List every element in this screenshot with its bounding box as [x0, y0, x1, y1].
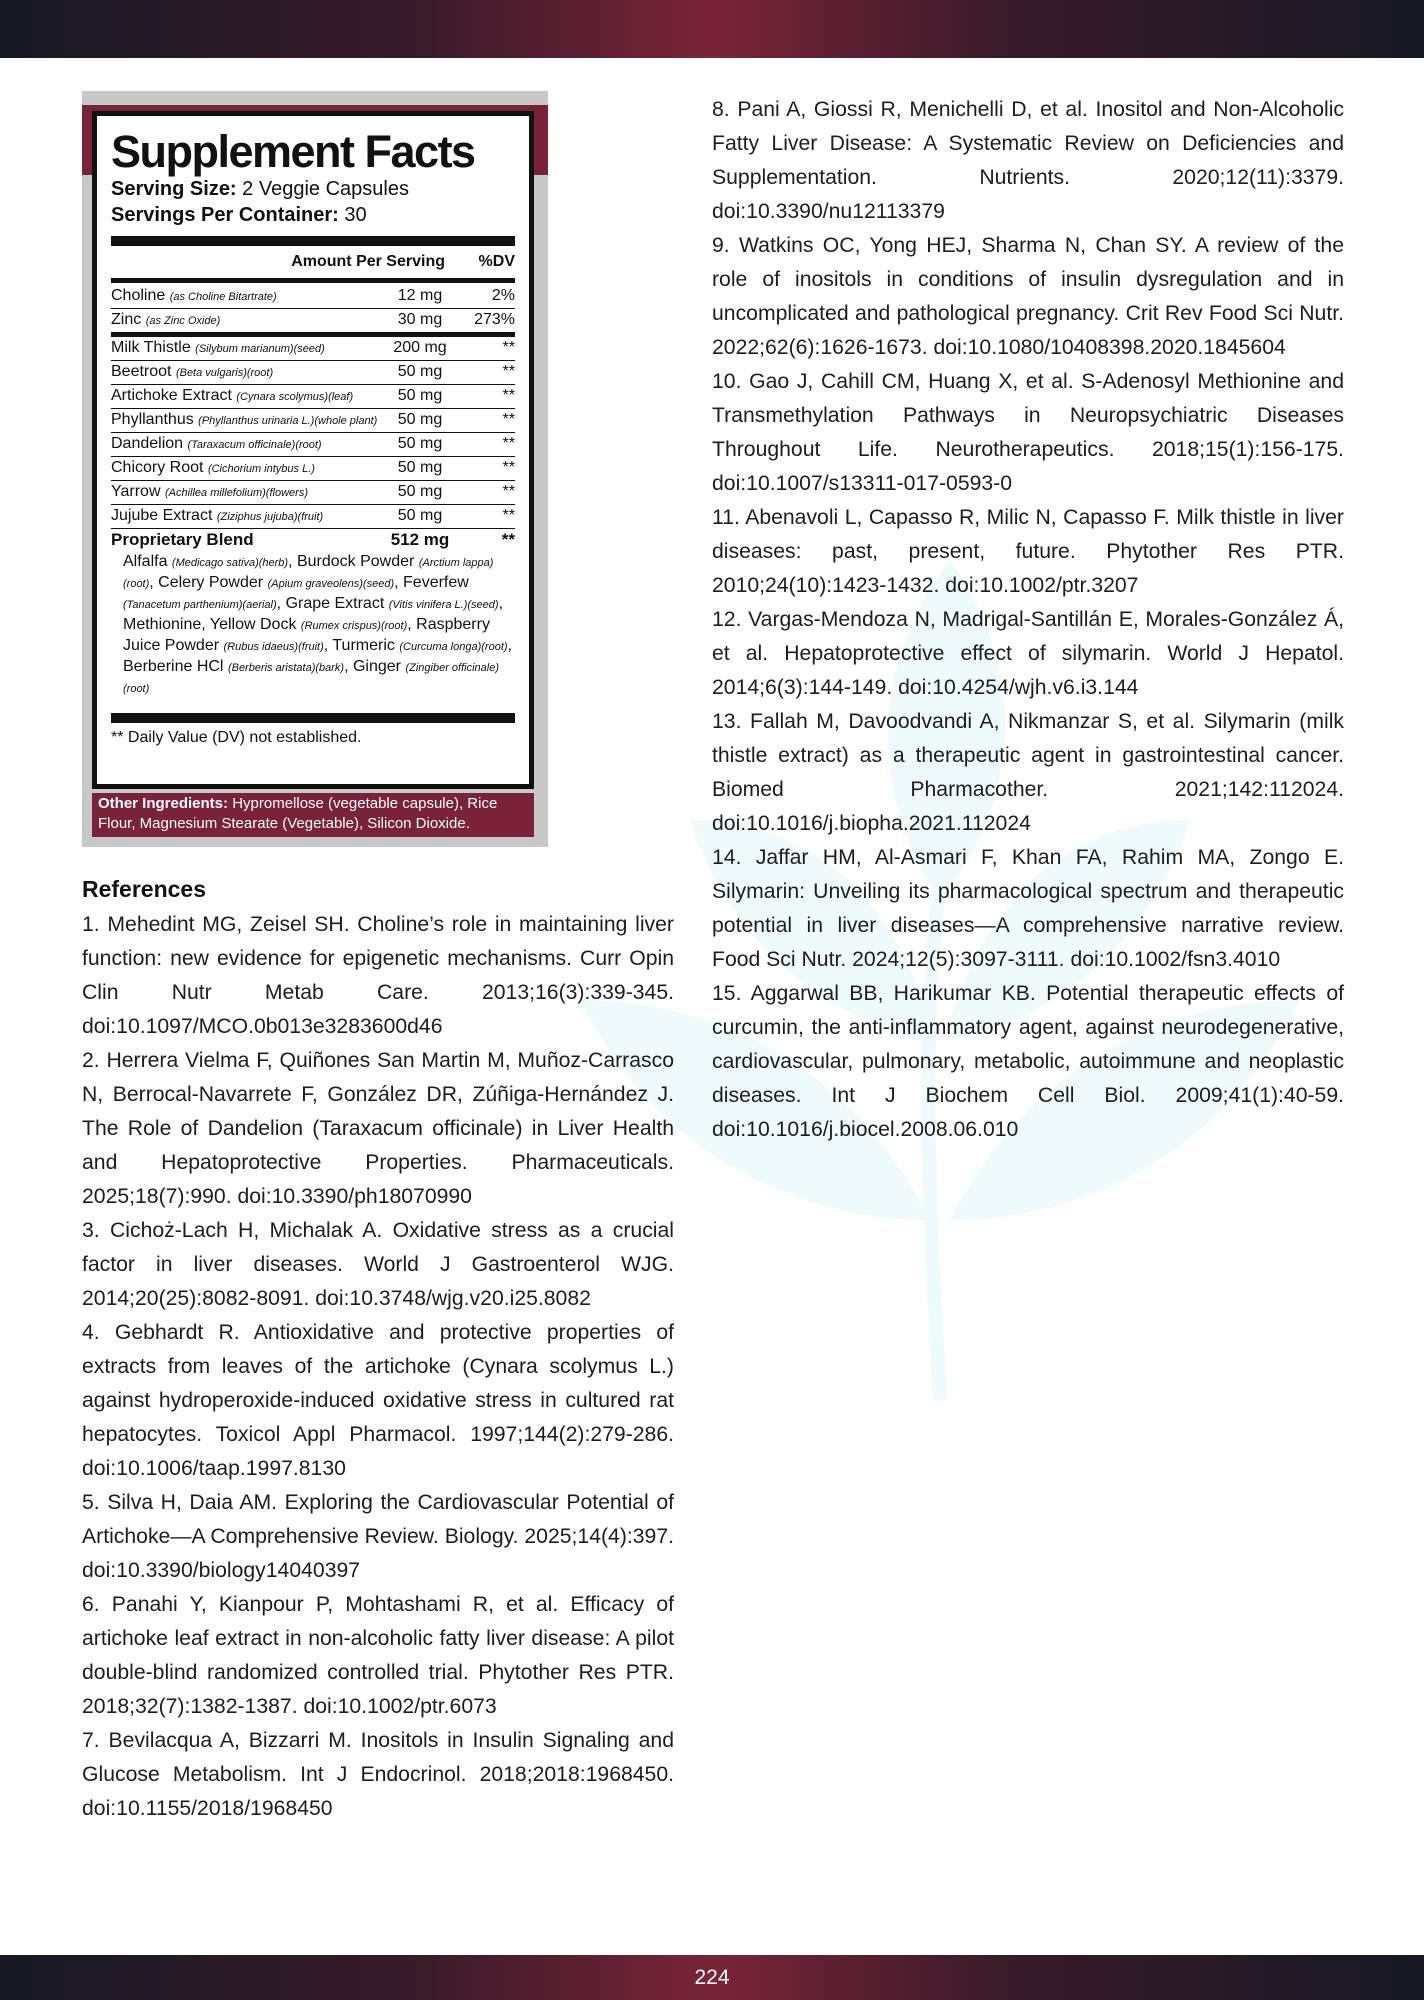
proprietary-blend-row: Proprietary Blend 512 mg ** [111, 530, 515, 549]
nutrient-row: Beetroot (Beta vulgaris)(root) 50 mg ** [111, 361, 515, 385]
blend-item: Grape Extract (Vitis vinifera L.)(seed), [285, 595, 504, 612]
label-title: Supplement Facts [111, 126, 475, 177]
reference-item: 8. Pani A, Giossi R, Menichelli D, et al. Inositol and Non-Alcoholic Fatty Liver Disease: A Systematic Review on Deficiencies and Supplementation. Nutrients. 2020;12(11):3379. doi:10.3390/nu12113379 [712, 98, 1344, 223]
nutrient-row: Artichoke Extract (Cynara scolymus)(leaf) 50 mg ** [111, 385, 515, 409]
nutrient-row: Zinc (as Zinc Oxide) 30 mg 273% [111, 309, 515, 333]
page-number: 224 [0, 1955, 1424, 2000]
serving-size: Serving Size: 2 Veggie Capsules [111, 178, 409, 200]
blend-item: Ginger (Zingiber officinale)(root) [123, 658, 499, 695]
reference-item: 3. Cichoż-Lach H, Michalak A. Oxidative stress as a crucial factor in liver diseases. World J Gastroenterol WJG. 2014;20(25):8082-8091. doi:10.3748/wjg.v20.i25.8082 [82, 1219, 674, 1310]
reference-item: 15. Aggarwal BB, Harikumar KB. Potential therapeutic effects of curcumin, the anti-inflammatory agent, against neurodegenerative, cardiovascular, pulmonary, metabolic, autoimmune and neoplastic diseases. Int J Biochem Cell Biol. 2009;41(1):40-59. doi:10.1016/j.biocel.2008.06.010 [712, 982, 1344, 1141]
references-column-left [82, 908, 674, 1826]
supplement-facts-panel [92, 111, 534, 789]
blend-item: Celery Powder (Apium graveolens)(seed), [158, 574, 404, 591]
servings-per-container: Servings Per Container: 30 [111, 204, 367, 226]
nutrient-row: Jujube Extract (Ziziphus jujuba)(fruit) 50 mg ** [111, 505, 515, 529]
other-ingredients: Other Ingredients: Hypromellose (vegetable capsule), Rice Flour, Magnesium Stearate (Vegetable), Silicon Dioxide. [92, 793, 534, 837]
nutrient-rows [111, 285, 515, 529]
blend-item: Berberine HCl (Berberis aristata)(bark), [123, 658, 353, 675]
supplement-facts-image [82, 91, 548, 847]
table-header: Amount Per Serving %DV [291, 253, 515, 270]
blend-item: Alfalfa (Medicago sativa)(herb), [123, 553, 297, 570]
references-heading: References [82, 876, 207, 902]
blend-item: Yellow Dock (Rumex crispus)(root), [209, 616, 417, 633]
blend-item: Turmeric (Curcuma longa)(root), [332, 637, 512, 654]
nutrient-row: Yarrow (Achillea millefolium)(flowers) 50 mg ** [111, 481, 515, 505]
nutrient-row: Choline (as Choline Bitartrate) 12 mg 2% [111, 285, 515, 309]
blend-ingredients [111, 550, 515, 705]
nutrient-row: Chicory Root (Cichorium intybus L.) 50 mg ** [111, 457, 515, 481]
reference-item: 10. Gao J, Cahill CM, Huang X, et al. S-Adenosyl Methionine and Transmethylation Pathways in Neuropsychiatric Diseases Throughout Life. Neurotherapeutics. 2018;15(1):156-175. doi:10.1007/s13311-017-0593-0 [712, 370, 1344, 495]
nutrient-row: Phyllanthus (Phyllanthus urinaria L.)(whole plant) 50 mg ** [111, 409, 515, 433]
reference-item: 14. Jaffar HM, Al-Asmari F, Khan FA, Rahim MA, Zongo E. Silymarin: Unveiling its pharmacological spectrum and therapeutic potential in liver diseases—A comprehensive narrative review. Food Sci Nutr. 2024;12(5):3097-3111. doi:10.1002/fsn3.4010 [712, 846, 1344, 971]
blend-item: Feverfew (Tanacetum parthenium)(aerial), [123, 574, 469, 612]
reference-item: 1. Mehedint MG, Zeisel SH. Choline’s role in maintaining liver function: new evidence for epigenetic mechanisms. Curr Opin Clin Nutr Metab Care. 2013;16(3):339-345. doi:10.1097/MCO.0b013e3283600d46 [82, 913, 674, 1038]
dv-note: ** Daily Value (DV) not established. [111, 729, 362, 746]
reference-item: 12. Vargas-Mendoza N, Madrigal-Santillán E, Morales-González Á, et al. Hepatoprotective effect of silymarin. World J Hepatol. 2014;6(3):144-149. doi:10.4254/wjh.v6.i3.144 [712, 608, 1344, 699]
reference-item: 7. Bevilacqua A, Bizzarri M. Inositols in Insulin Signaling and Glucose Metabolism. Int J Endocrinol. 2018;2018:1968450. doi:10.1155/2018/1968450 [82, 1729, 674, 1820]
reference-item: 6. Panahi Y, Kianpour P, Mohtashami R, et al. Efficacy of artichoke leaf extract in non-alcoholic fatty liver disease: A pilot double-blind randomized controlled trial. Phytother Res PTR. 2018;32(7):1382-1387. doi:10.1002/ptr.6073 [82, 1593, 674, 1718]
reference-item: 13. Fallah M, Davoodvandi A, Nikmanzar S, et al. Silymarin (milk thistle extract) as a therapeutic agent in gastrointestinal cancer. Biomed Pharmacother. 2021;142:112024. doi:10.1016/j.biopha.2021.112024 [712, 710, 1344, 835]
reference-item: 2. Herrera Vielma F, Quiñones San Martin M, Muñoz-Carrasco N, Berrocal-Navarrete F, González DR, Zúñiga-Hernández J. The Role of Dandelion (Taraxacum officinale) in Liver Health and Hepatoprotective Properties. Pharmaceuticals. 2025;18(7):990. doi:10.3390/ph18070990 [82, 1049, 674, 1208]
reference-item: 4. Gebhardt R. Antioxidative and protective properties of extracts from leaves of the artichoke (Cynara scolymus L.) against hydroperoxide-induced oxidative stress in cultured rat hepatocytes. Toxicol Appl Pharmacol. 1997;144(2):279-286. doi:10.1006/taap.1997.8130 [82, 1321, 674, 1480]
blend-item: Methionine, [123, 616, 210, 633]
reference-item: 11. Abenavoli L, Capasso R, Milic N, Capasso F. Milk thistle in liver diseases: past, present, future. Phytother Res PTR. 2010;24(10):1423-1432. doi:10.1002/ptr.3207 [712, 506, 1344, 597]
blend-item: Raspberry Juice Powder (Rubus idaeus)(fruit), [123, 616, 490, 654]
reference-item: 5. Silva H, Daia AM. Exploring the Cardiovascular Potential of Artichoke—A Comprehensive Review. Biology. 2025;14(4):397. doi:10.3390/biology14040397 [82, 1491, 674, 1582]
blend-item: Burdock Powder (Arctium lappa)(root), [123, 553, 494, 591]
references-column-right [712, 93, 1344, 1147]
nutrient-row: Milk Thistle (Silybum marianum)(seed) 200 mg ** [111, 333, 515, 361]
reference-item: 9. Watkins OC, Yong HEJ, Sharma N, Chan SY. A review of the role of inositols in conditions of insulin dysregulation and in uncomplicated and pathological pregnancy. Crit Rev Food Sci Nutr. 2022;62(6):1626-1673. doi:10.1080/10408398.2020.1845604 [712, 234, 1344, 359]
header-band [0, 0, 1424, 58]
nutrient-row: Dandelion (Taraxacum officinale)(root) 50 mg ** [111, 433, 515, 457]
